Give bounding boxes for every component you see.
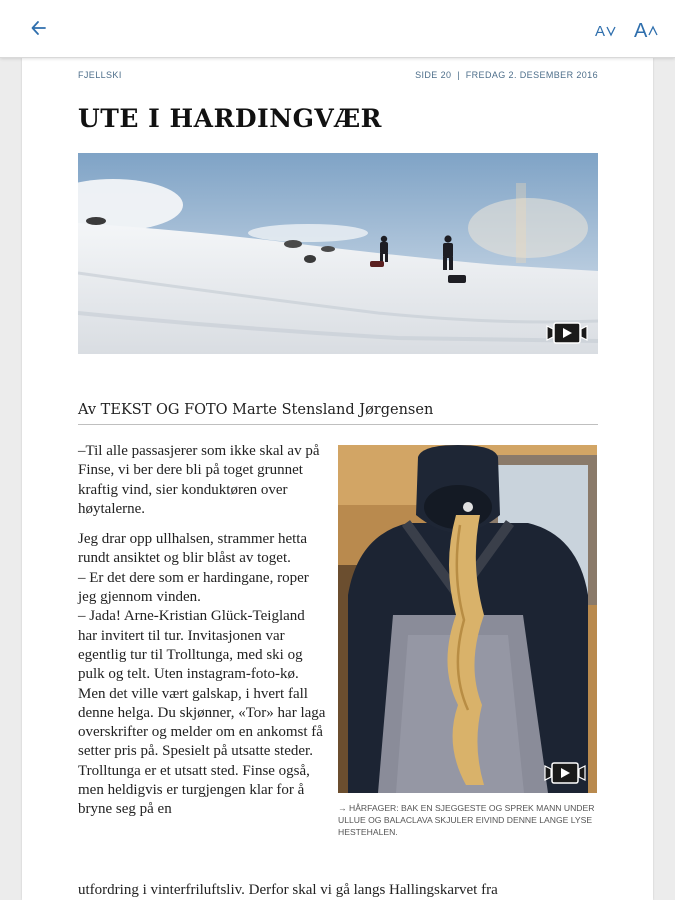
text-size-decrease-icon (592, 18, 618, 42)
back-button[interactable] (26, 14, 54, 42)
photo-caption: → HÅRFAGER: BAK EN SJEGGESTE OG SPREK MANN UNDER ULLUE OG BALACLAVA SKJULER EIVIND DENNE LANGE LYSE HESTEHALEN. (338, 803, 595, 837)
paragraph: – Jada! Arne-Kristian Glück-Teigland har invitert til tur. Invitasjonen var egentlig tur til Trolltunga, med ski og pulk og telt. Uten instagram-foto-kø. Men det ville vært galskap, i hvert fall denne helga. Du skjønner, «Tor» har laga overskrifter og melder om en ankomst få setter pris på. Spesielt på utsatte steder. Trolltunga er et utsatt sted. Finse også, men heldigvis er turgjengen klar for å bryne seg på en (78, 608, 326, 818)
increase-font-size-button[interactable] (632, 14, 662, 44)
page-info: SIDE 20 | FREDAG 2. DESEMBER 2016 (415, 70, 598, 80)
font-large-label: A (634, 20, 648, 42)
arrow-left-icon (26, 14, 54, 42)
video-play-icon[interactable] (545, 322, 589, 344)
article-page (22, 58, 653, 900)
paragraph-continuation: utfordring i vinterfriluftsliv. Derfor skal vi gå langs Hallingskarvet fra (78, 882, 498, 898)
hero-image[interactable] (78, 153, 598, 354)
decrease-font-size-button[interactable] (592, 18, 618, 42)
paragraph: Jeg drar opp ullhalsen, strammer hetta rundt ansiktet og blir blåst av toget. (78, 531, 308, 567)
byline: Av TEKST OG FOTO Marte Stensland Jørgensen (78, 402, 598, 425)
paragraph: –Til alle passasjerer som ikke skal av på Finse, vi ber dere bli på toget grunnet kraftig vind, sier konduktøren over høytalerne. (78, 443, 320, 517)
article-photo[interactable] (338, 445, 597, 793)
text-size-increase-icon (632, 14, 662, 44)
section-label: FJELLSKI (78, 70, 122, 80)
article-title: UTE I HARDINGVÆR (78, 104, 382, 133)
top-app-bar (0, 0, 675, 58)
article-body (78, 442, 326, 820)
video-play-icon[interactable] (543, 762, 587, 784)
font-small-label: A (595, 23, 606, 40)
paragraph: – Er det dere som er hardingane, roper jeg gjennom vinden. (78, 569, 309, 606)
